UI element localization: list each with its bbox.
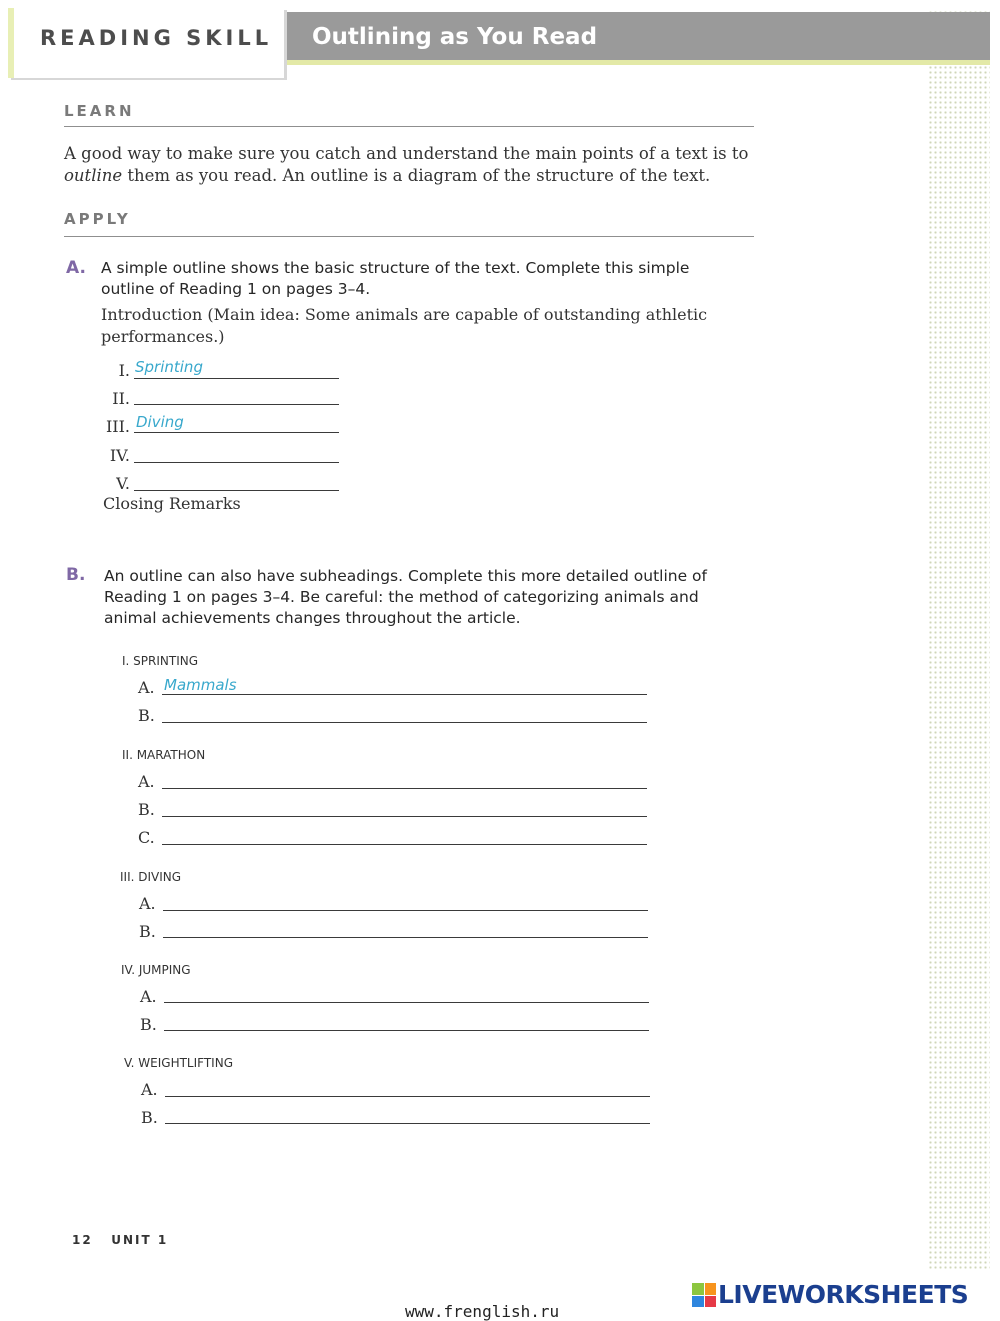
answer-line[interactable] [162,694,647,695]
learn-text-before: A good way to make sure you catch and understand the main points of a text is to [64,144,749,163]
learn-text-italic: outline [64,166,123,185]
website-url: www.frenglish.ru [405,1302,560,1321]
answer-line[interactable] [162,722,647,723]
row-letter: A. [141,1080,158,1099]
answer-sprinting-a[interactable]: Mammals [164,676,237,694]
question-a-letter: A. [66,258,86,278]
answer-line[interactable] [163,937,648,938]
section-heading-weightlifting: V. WEIGHTLIFTING [124,1056,233,1070]
answer-line[interactable] [162,816,647,817]
question-a-intro: Introduction (Main idea: Some animals are capable of outstanding athletic performances.) [101,305,708,346]
answer-line[interactable] [165,1123,650,1124]
answer-iii[interactable]: Diving [136,413,184,431]
numeral-ii: II. [112,389,130,408]
dotted-margin-decoration [928,10,990,1270]
answer-line-iv[interactable] [134,462,339,463]
apply-heading: APPLY [64,210,131,228]
question-b-letter: B. [66,565,86,585]
answer-line-iii[interactable] [134,432,339,433]
answer-i[interactable]: Sprinting [135,358,203,376]
answer-line[interactable] [164,1002,649,1003]
numeral-iv: IV. [109,446,130,465]
answer-line-i[interactable] [134,378,339,379]
row-letter: A. [140,987,157,1006]
unit-label: UNIT 1 [111,1233,169,1247]
answer-line[interactable] [162,844,647,845]
learn-paragraph [64,143,754,187]
answer-line-ii[interactable] [134,404,339,405]
row-letter: A. [138,678,155,697]
numeral-i: I. [118,361,130,380]
learn-divider [64,126,754,127]
liveworksheets-brand: LIVEWORKSHEETS [718,1280,969,1309]
section-heading-jumping: IV. JUMPING [121,963,191,977]
section-heading-diving: III. DIVING [120,870,182,884]
section-heading-marathon: II. MARATHON [122,748,206,762]
row-letter: A. [138,772,155,791]
answer-line[interactable] [165,1096,650,1097]
closing-remarks: Closing Remarks [103,494,241,513]
answer-line-v[interactable] [134,490,339,491]
page-number: 12 [72,1233,93,1247]
apply-divider [64,236,754,237]
learn-heading: LEARN [64,102,135,120]
learn-text-after: them as you read. An outline is a diagram of the structure of the text. [122,166,711,185]
page-footer [72,1233,168,1247]
header-accent-stripe [278,60,990,65]
row-letter: C. [138,828,155,847]
numeral-iii: III. [105,417,130,436]
reading-skill-label: READING SKILL [40,26,273,50]
answer-line[interactable] [163,910,648,911]
row-letter: B. [140,1015,157,1034]
section-heading-sprinting: I. SPRINTING [122,654,199,668]
row-letter: B. [141,1108,158,1127]
row-letter: B. [138,800,155,819]
page-title: Outlining as You Read [312,24,598,50]
question-a-instruction: A simple outline shows the basic structure of the text. Complete this simple outline of Reading 1 on pages 3–4. [101,259,690,298]
liveworksheets-logo-icon [692,1283,716,1307]
question-b-instruction: An outline can also have subheadings. Complete this more detailed outline of Reading 1 on pages 3–4. Be careful: the method of categorizing animals and animal achievements changes throughout the article. [104,567,707,627]
row-letter: B. [139,922,156,941]
answer-line[interactable] [164,1030,649,1031]
row-letter: B. [138,706,155,725]
numeral-v: V. [116,474,130,493]
answer-line[interactable] [162,788,647,789]
row-letter: A. [139,894,156,913]
page-header [0,0,1000,90]
